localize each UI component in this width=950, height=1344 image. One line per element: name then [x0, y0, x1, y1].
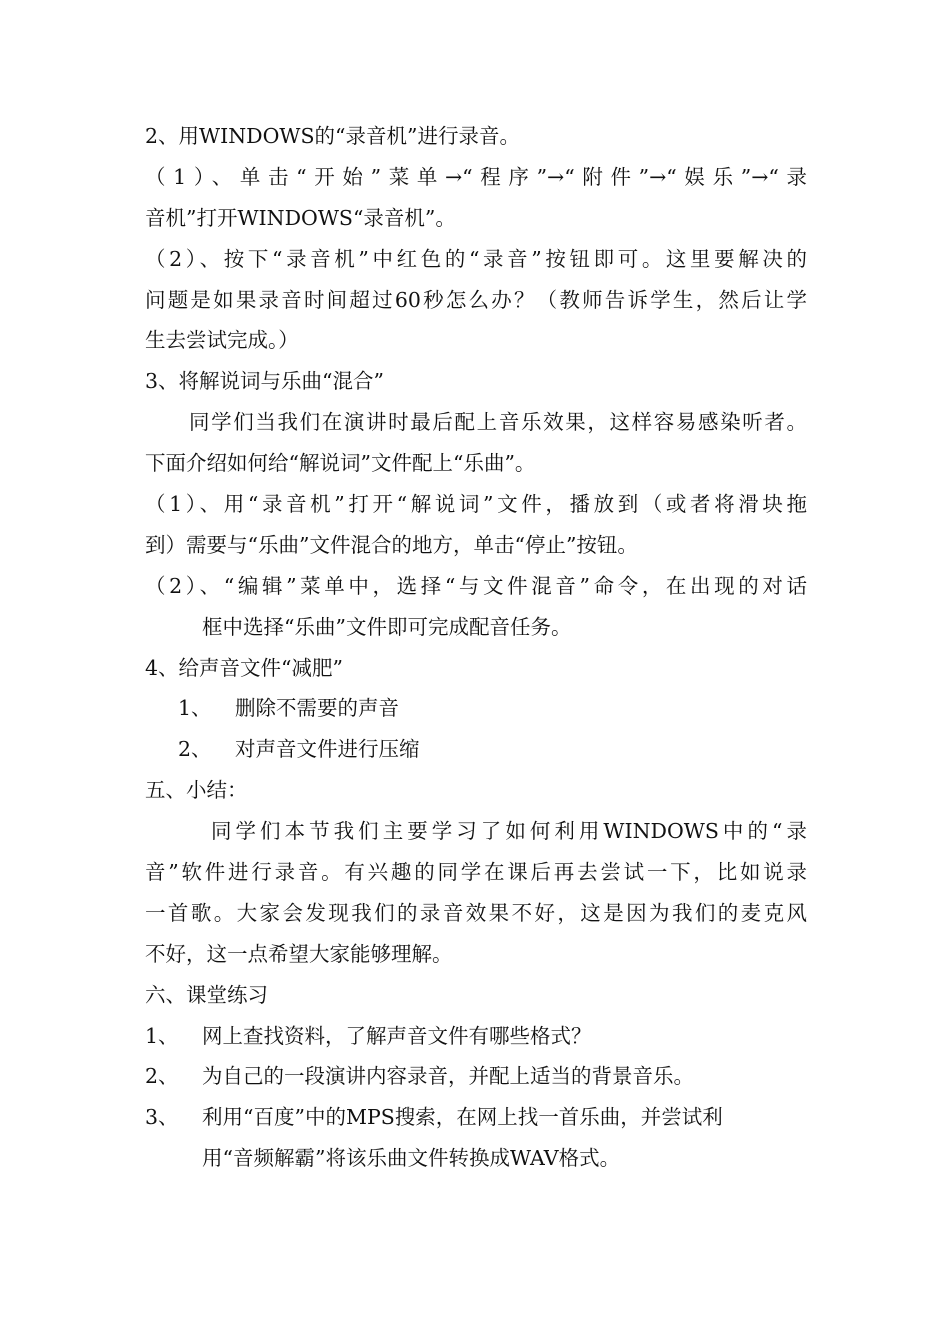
section-2-step-2-line-1: （2）、按下“录音机”中红色的“录音”按钮即可。这里要解决的 [145, 246, 807, 271]
list-item-text: 利用“百度”中的MPS搜索，在网上找一首乐曲，并尝试利 [202, 1105, 723, 1130]
section-3-intro-line-2: 下面介绍如何给“解说词”文件配上“乐曲”。 [145, 451, 536, 476]
list-item-number: 1、 [178, 696, 212, 721]
list-item-text: 对声音文件进行压缩 [235, 737, 420, 762]
list-item-text: 为自己的一段演讲内容录音，并配上适当的背景音乐。 [202, 1064, 694, 1089]
list-item-text: 删除不需要的声音 [235, 696, 399, 721]
summary-line-1: 同学们本节我们主要学习了如何利用WINDOWS中的“录 [211, 819, 807, 844]
section-2-step-2-line-3: 生去尝试完成。） [145, 328, 299, 353]
section-3-heading: 3、将解说词与乐曲“混合” [145, 369, 385, 394]
list-item [145, 1056, 807, 1097]
section-3-intro-line-1: 同学们当我们在演讲时最后配上音乐效果，这样容易感染听者。 [189, 410, 807, 435]
list-item-number: 2、 [145, 1064, 179, 1089]
list-item-continuation: 用“音频解霸”将该乐曲文件转换成WAV格式。 [202, 1146, 621, 1171]
section-2-heading: 2、用WINDOWS的“录音机”进行录音。 [145, 124, 520, 148]
section-3-step-1-line-1: （1）、用“录音机”打开“解说词”文件，播放到（或者将滑块拖 [145, 492, 807, 517]
list-item-number: 1、 [145, 1023, 179, 1048]
list-item [145, 729, 807, 770]
section-3-step-2-line-2: 框中选择“乐曲”文件即可完成配音任务。 [202, 614, 572, 639]
list-item [145, 688, 807, 729]
list-item-text: 网上查找资料，了解声音文件有哪些格式？ [202, 1023, 592, 1048]
section-4-heading: 4、给声音文件“减肥” [145, 655, 344, 680]
summary-line-3: 一首歌。大家会发现我们的录音效果不好，这是因为我们的麦克风 [145, 900, 807, 925]
list-item-number: 2、 [178, 737, 212, 762]
section-2-step-1-line-2: 音机”打开WINDOWS“录音机”。 [145, 205, 456, 230]
summary-line-2: 音”软件进行录音。有兴趣的同学在课后再去尝试一下，比如说录 [145, 860, 807, 885]
list-item [145, 1016, 807, 1057]
summary-line-4: 不好，这一点希望大家能够理解。 [145, 941, 453, 966]
exercises-heading: 六、课堂练习 [145, 982, 268, 1007]
section-3-step-2-line-1: （2）、“编辑”菜单中，选择“与文件混音”命令，在出现的对话 [145, 573, 807, 598]
section-2-step-1-line-1: （1）、单击“开始”菜单→“程序”→“附件”→“娱乐”→“录 [145, 164, 807, 189]
list-item-number: 3、 [145, 1105, 179, 1130]
summary-heading: 五、小结： [145, 778, 248, 803]
section-3-step-1-line-2: 到）需要与“乐曲”文件混合的地方，单击“停止”按钮。 [145, 532, 638, 557]
document-body [145, 116, 807, 1179]
list-item [145, 1097, 807, 1138]
section-2-step-2-line-2: 问题是如果录音时间超过60秒怎么办？（教师告诉学生，然后让学 [145, 287, 807, 312]
